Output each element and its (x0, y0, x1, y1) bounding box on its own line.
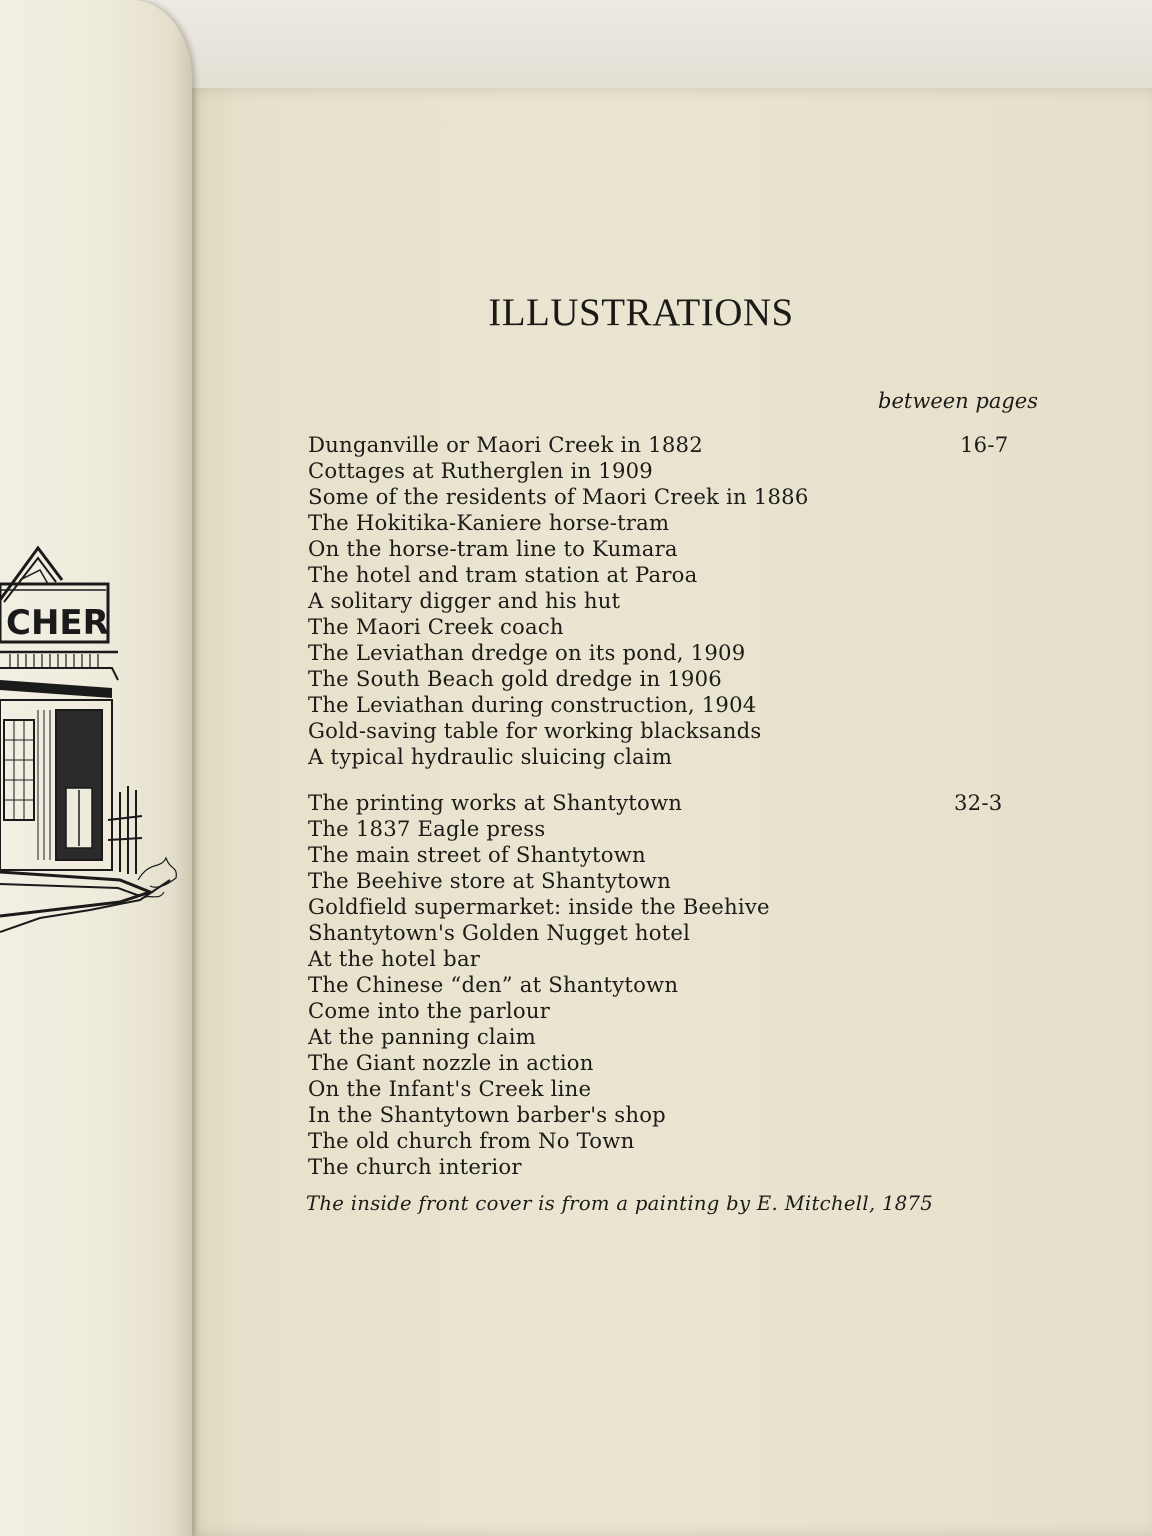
list-item-caption: The Leviathan dredge on its pond, 1909 (308, 640, 746, 665)
list-item-caption: The hotel and tram station at Paroa (308, 562, 698, 587)
list-item (308, 614, 1008, 640)
list-item (308, 588, 1008, 614)
column-header: between pages (878, 389, 1038, 413)
list-item (308, 1154, 1008, 1180)
list-item-caption: The South Beach gold dredge in 1906 (308, 666, 722, 691)
list-item (308, 816, 1008, 842)
list-item (308, 536, 1008, 562)
list-item-caption: Gold-saving table for working blacksands (308, 718, 762, 743)
list-item-caption: A solitary digger and his hut (308, 588, 621, 613)
list-item-caption: In the Shantytown barber's shop (308, 1102, 666, 1127)
list-item-caption: The printing works at Shantytown (308, 790, 683, 815)
list-item-caption: The Chinese “den” at Shantytown (308, 972, 679, 997)
page-range: 16-7 (960, 432, 1009, 457)
list-item-caption: The 1837 Eagle press (308, 816, 546, 841)
list-item (308, 744, 1008, 770)
list-item-caption: The Maori Creek coach (308, 614, 564, 639)
list-item (308, 1102, 1008, 1128)
list-item (308, 562, 1008, 588)
list-item (308, 484, 1008, 510)
footnote: The inside front cover is from a painting by E. Mitchell, 1875 (306, 1192, 934, 1215)
list-item-caption: Shantytown's Golden Nugget hotel (308, 920, 691, 945)
list-item (308, 510, 1008, 536)
list-item (308, 692, 1008, 718)
page-title: ILLUSTRATIONS (488, 291, 794, 334)
list-item-caption: At the panning claim (308, 1024, 536, 1049)
list-item (308, 458, 1008, 484)
list-item-caption: Goldfield supermarket: inside the Beehive (308, 894, 770, 919)
list-item (308, 998, 1008, 1024)
illustration-group-2 (308, 790, 1008, 1180)
list-item (308, 718, 1008, 744)
list-item-caption: Come into the parlour (308, 998, 551, 1023)
page-range: 32-3 (954, 790, 1003, 815)
list-item-caption: Cottages at Rutherglen in 1909 (308, 458, 653, 483)
list-item-caption: On the horse-tram line to Kumara (308, 536, 678, 561)
list-item-caption: The Beehive store at Shantytown (308, 868, 671, 893)
list-item-caption: The old church from No Town (308, 1128, 635, 1153)
list-item-caption: A typical hydraulic sluicing claim (308, 744, 673, 769)
list-item-caption: The Hokitika-Kaniere horse-tram (308, 510, 670, 535)
list-item (308, 666, 1008, 692)
list-item-caption: At the hotel bar (308, 946, 481, 971)
list-item-caption: The Giant nozzle in action (308, 1050, 594, 1075)
list-item (308, 842, 1008, 868)
list-item-caption: The main street of Shantytown (308, 842, 646, 867)
illustration-group-1 (308, 432, 1008, 770)
list-item (308, 894, 1008, 920)
list-item (308, 972, 1008, 998)
list-item (308, 946, 1008, 972)
list-item (308, 920, 1008, 946)
list-item (308, 790, 1008, 816)
list-item (308, 868, 1008, 894)
list-item (308, 1076, 1008, 1102)
list-item (308, 432, 1008, 458)
list-item (308, 1128, 1008, 1154)
list-item-caption: On the Infant's Creek line (308, 1076, 592, 1101)
list-item (308, 1024, 1008, 1050)
shop-front-sketch-icon (0, 540, 185, 960)
list-item-caption: Dunganville or Maori Creek in 1882 (308, 432, 703, 457)
list-item-caption: The Leviathan during construction, 1904 (308, 692, 757, 717)
list-item (308, 640, 1008, 666)
list-item (308, 1050, 1008, 1076)
sketch-sign-text: CHER (6, 603, 109, 643)
left-page (0, 0, 192, 1536)
list-item-caption: Some of the residents of Maori Creek in 1886 (308, 484, 809, 509)
list-item-caption: The church interior (308, 1154, 522, 1179)
